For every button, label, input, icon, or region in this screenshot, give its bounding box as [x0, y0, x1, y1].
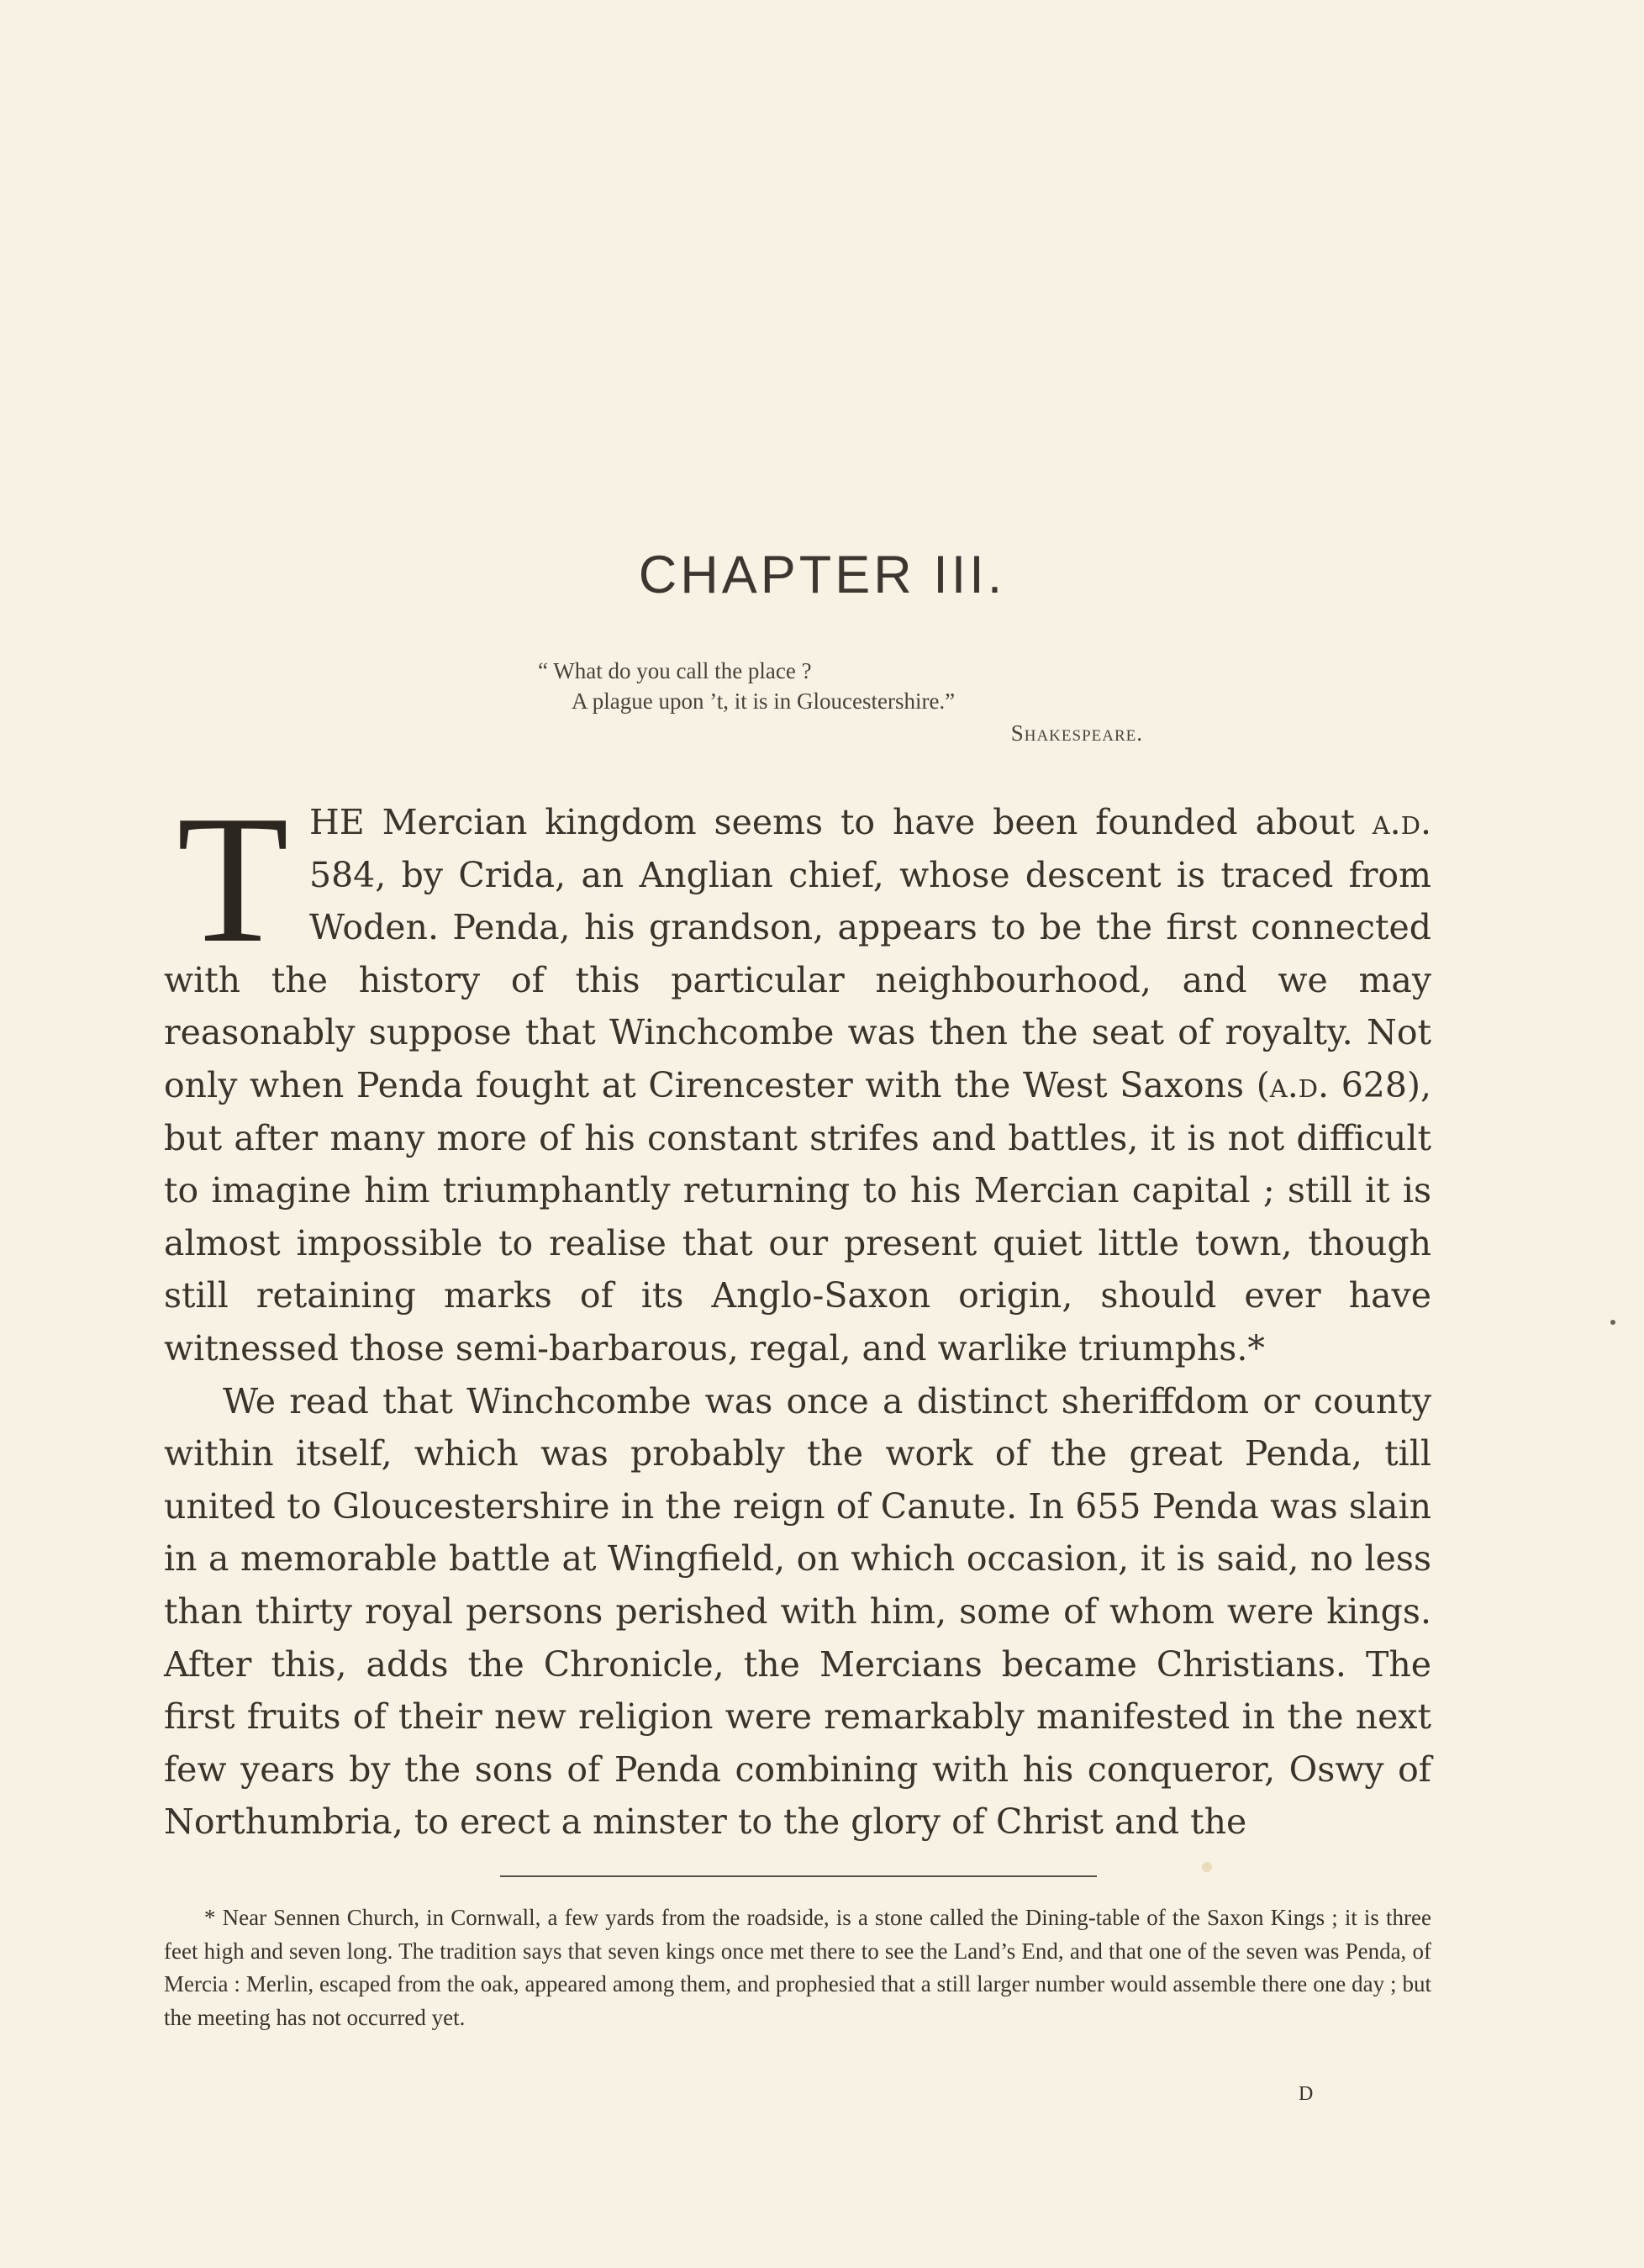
footnote-text: * Near Sennen Church, in Cornwall, a few yards from the roadside, is a stone called the Dining-table of the Saxon Kings ; it is three feet high and seven long. The tradition says that seven kings once met there to see the Land’s End, and that one of the seven was Penda, of Mercia : Merlin, escaped from the oak, appeared among them, and prophesied that a still larger number would assemble there one day ; but the meeting has not occurred yet. — [164, 1905, 1431, 2030]
drop-cap-letter-icon — [164, 799, 303, 951]
paper-stain — [1202, 1862, 1212, 1872]
date-era-2: a.d. — [1269, 1064, 1330, 1105]
footnote-rule — [500, 1875, 1097, 1877]
paper-speck — [1610, 1320, 1615, 1325]
drop-cap-letter: T — [177, 799, 289, 951]
epigraph-line-2: A plague upon ’t, it is in Gloucestershire.” — [572, 688, 956, 714]
drop-cap — [164, 799, 303, 951]
epigraph-line-1: “ What do you call the place ? — [538, 658, 812, 683]
paragraph-1-middle: 584, by Crida, an Anglian chief, whose descent is traced from Woden. Penda, his grandson, appears to be the first connected with the history of this particular neighbourhood, and we may reasonably suppose that Winchcombe was then the seat of royalty. Not only when Penda fought at Cirencester with the West Saxons ( — [164, 854, 1431, 1105]
body-text — [164, 796, 1431, 1849]
chapter-title: CHAPTER III. — [638, 546, 1006, 604]
paragraph-1-open: HE Mercian kingdom seems to have been founded about — [309, 802, 1373, 842]
footnote — [164, 1901, 1431, 2034]
epigraph-attribution: Shakespeare. — [1010, 720, 1143, 746]
paragraph-1 — [164, 796, 1431, 1375]
signature-mark: D — [1299, 2083, 1315, 2105]
epigraph — [538, 656, 1143, 748]
date-era-1: a.d. — [1372, 802, 1431, 842]
paragraph-1-rest: 628), but after many more of his constant strifes and battles, it is not difficult to imagine him triumphantly returning to his Mercian capital ; still it is almost impossible to realise that our present quiet little town, though still retaining marks of its Anglo-Saxon origin, should ever have witnessed those semi-barbarous, regal, and warlike triumphs.* — [164, 1064, 1431, 1369]
paragraph-2: We read that Winchcombe was once a distinct sheriffdom or county within itself, which was probably the work of the great Penda, till united to Gloucestershire in the reign of Canute. In 655 Penda was slain in a memorable battle at Wingfield, on which occasion, it is said, no less than thirty royal persons perished with him, some of whom were kings. After this, adds the Chronicle, the Mercians became Christians. The first fruits of their new religion were remarkably manifested in the next few years by the sons of Penda combining with his conqueror, Oswy of Northumbria, to erect a minster to the glory of Christ and the — [164, 1380, 1431, 1843]
